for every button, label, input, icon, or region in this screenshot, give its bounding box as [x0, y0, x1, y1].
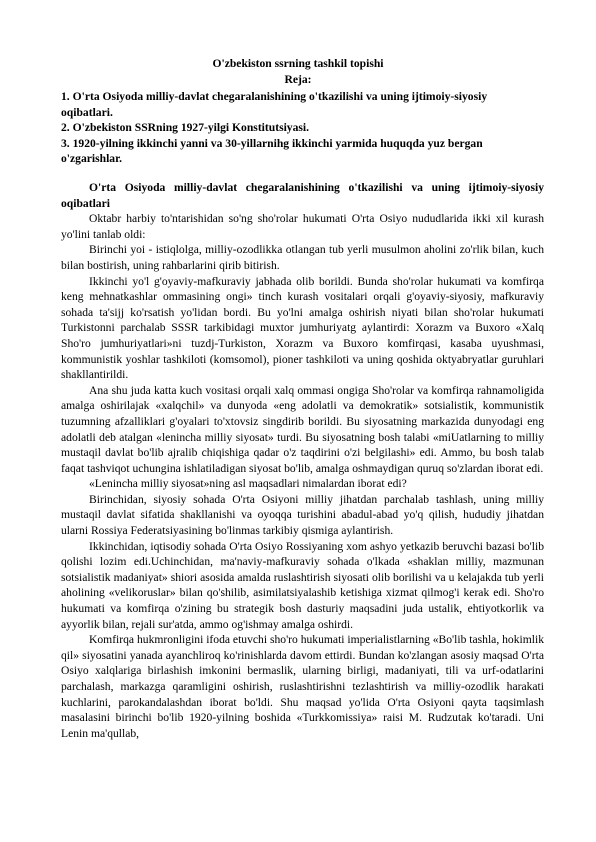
- plan-item: 1. O'rta Osiyoda milliy-davlat chegaralanishining o'tkazilishi va uning ijtimoiy-siyosiy oqibatlari.: [61, 90, 488, 119]
- body-paragraph: Birinchidan, siyosiy sohada O'rta Osiyoni milliy jihatdan parchalab tashlash, uning milliy mustaqil davlat sifatida shakllanishi va oyoqqa turishini abadul-abad yo'q qilish, hududiy jihatdan ularni Rossiya Federatsiyasining bo'linmas tarkibiy qismiga aylantirish.: [61, 492, 544, 538]
- body-paragraph: «Lenincha milliy siyosat»ning asl maqsadlari nimalardan iborat edi?: [89, 477, 407, 491]
- body-paragraph: Komfirqa hukmronligini ifoda etuvchi sho'ro hukumati imperialistlarning «Bo'lib tashla, hokimlik qil» siyosatini yanada ayanchliroq ko'rinishlarda davom ettirdi. Bundan ko'zlangan asosiy maqsad O'rta Osiyo xalqlariga birlashish imkonini bermaslik, ularning birligi, madaniyati, tili va urf-odatlarini parchalash, markazga qaramligini oshirish, ruslashtirishni tezlashtirish va milliy-ozodlik harakati kuchlarini, parokandalashdan iborat bo'ldi. Shu maqsad yo'lida O'rta Osiyoni qayta taqsimlash masalasini birinchi bo'lib 1920-yilning boshida «Turkkomissiya» raisi M. Rudzutak ko'taradi. Uni Lenin ma'qullab,: [61, 633, 544, 740]
- body-paragraph: Ikkinchidan, iqtisodiy sohada O'rta Osiyo Rossiyaning xom ashyo yetkazib beruvchi bazasi bo'lib qolishi lozim edi.Uchinchidan, ma'naviy-mafkuraviy sohada o'lkada «shaklan milliy, mazmunan sotsialistik madaniyat» shiori asosida amalda ruslashtirish siyosati olib borilishi va u kelajakda tub yerli aholining «velikoruslar» bilan qo'shilib, asimilatsiyalashib ketishiga xizmat qilmog'i kerak edi. Sho'ro hukumati va komfirqa o'zining bu strategik bosh dasturiy maqsadini juda ustalik, ehtiyotkorlik va ayyorlik bilan, rejali sur'atda, ammo og'ishmay amalga oshirdi.: [61, 539, 544, 631]
- body-paragraph: Ikkinchi yo'l g'oyaviy-mafkuraviy jabhada olib borildi. Bunda sho'rolar hukumati va komfirqa keng mehnatkashlar ommasining ongi» tinch kurash vositalari orqali g'oyaviy-siyosiy, mafkuraviy sohada ta'sijj ko'rsatish yo'lidan bordi. Bu yo'lni amalga oshirish niyati bilan sho'rolar hukumati Turkistonni parchalab SSSR tarkibidagi muxtor jumhuriyatg aylantirdi: Xorazm va Buxoro «Xalq Sho'ro jumhuriyatlari»ni tuzdj-Turkiston, Xorazm va Buxoro komfirqasi, kasaba uyushmasi, kommunistik yoshlar tashkiloti (komsomol), pioner tashkiloti va uning qoshida oktyabryatlar guruhlari shakllantirildi.: [61, 274, 544, 382]
- body-paragraph: Birinchi yoi - istiqlolga, milliy-ozodlikka otlangan tub yerli musulmon aholini zo'rlik bilan, kuch bilan bostirish, uning rahbarlarini qirib bitirish.: [61, 243, 544, 272]
- plan-list: [61, 89, 541, 167]
- plan-item: 2. O'zbekiston SSRning 1927-yilgi Konstitutsiyasi.: [61, 121, 310, 135]
- body-paragraph: Oktabr harbiy to'ntarishidan so'ng sho'rolar hukumati O'rta Osiyo nududlarida ikki xil kurash yo'lini tanlab oldi:: [61, 212, 544, 241]
- section-heading: O'rta Osiyoda milliy-davlat chegaralanishining o'tkazilishi va uning ijtimoiy-siyosiy oqibatlari: [61, 181, 544, 210]
- plan-item: 3. 1920-yilning ikkinchi yanni va 30-yillarnihg ikkinchi yarmida huquqda yuz bergan o'zgarishlar.: [61, 136, 483, 166]
- document-title: O'zbekiston ssrning tashkil topishi: [212, 57, 384, 70]
- body-paragraph: Ana shu juda katta kuch vositasi orqali xalq ommasi ongiga Sho'rolar va komfirqa rahnamoligida amalga oshirilajak «xalqchil» va dunyoda «eng adolatli va demokratik» sotsialistik, kommunistik tuzumning afzalliklari g'oyalari to'xtovsiz singdirib borildi. Bu siyosatning markazida dunyodagi eng adolatli deb atalgan «lenincha milliy siyosat» turdi. Bu siyosatning bosh talabi «miUatlarning to milliy mustaqil davlat bo'lib ajralib chiqishiga qadar o'z taqdirini o'zi belgilashi» edi. Ammo, bu bosh talab faqat tashviqot uchungina ishlatiladigan siyosat bo'lib, amalga oshmaydigan quruq so'zlardan iborat edi.: [61, 383, 544, 475]
- document-body: [61, 180, 544, 741]
- plan-label: Reja:: [284, 73, 312, 86]
